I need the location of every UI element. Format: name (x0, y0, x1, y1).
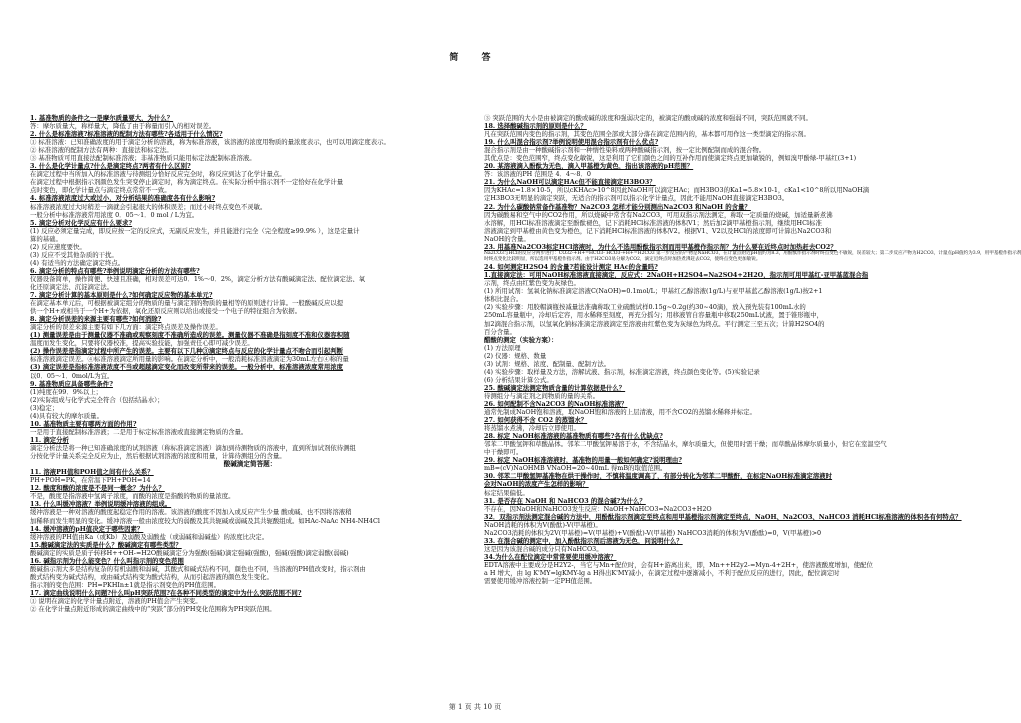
text-line: (4)具有较大的摩尔质量。 (30, 411, 103, 420)
text-line: NaOH的含量。 (484, 234, 530, 243)
question-heading: 31. 是否存在 NaOH 和 NaHCO3 的混合碱?为什么？ (484, 496, 646, 505)
text-line: 混合指示剂是由一种酸碱指示剂和一种惰性染料或两种酸碱指示剂，按一定比例配制而成的混合物。 (484, 146, 766, 155)
question-heading: 7. 滴定分析计算的基本原则是什么?如何确定反应物的基本单元? (30, 291, 213, 300)
question-heading: 3. 什么是化学计量点?什么是滴定终点?两者有什么区别? (30, 162, 191, 171)
question-heading: 6. 滴定分析的特点有哪些?举例说明滴定分析的方法有哪些? (30, 266, 200, 275)
text-line: 点时变色，即化学计量点与滴定终点常常不一致。 (30, 186, 171, 195)
text-line: 溶液滴定到甲基橙由黄色变为橙色，记下消耗HCl标准溶液的体积V2。根据V1、V2以及HCl的浓度即可计算出Na2CO3和 (484, 226, 832, 235)
text-line: 因为KHAc=1.8×10-5，所以cKHAc>10^8因此NaOH可以滴定HAc；而H3BO3的Ka1=5.8×10-1，cKa1<10^8所以用NaOH滴 (484, 186, 870, 195)
text-line: (1) 反应必须定量完成，即反应按一定的反应式，无副反应发生，并且能进行完全（完全程度≥99.9% ），这是定量计 (30, 226, 360, 235)
text-line: 定H3BO3无明显的滴定突跃，无适合的指示剂可以指示化学计量点，因此不能用NaOH直接滴定H3BO3。 (484, 194, 789, 203)
question-heading: 17. 滴定曲线说明什么问题?什么叫pH突跃范围?在各种不同类型的滴定中为什么突跃范围不同? (30, 588, 302, 597)
text-line: 邻苯二甲酸氢钾和草酸晶体。邻苯二甲酸氢钾易溶于水，不含结晶水，摩尔质量大，但使用时需干燥；而草酸晶体摩尔质量小，但它在室温空气 (484, 440, 887, 449)
text-line: Na2CO3消耗的体积为2V(甲基橙)=V(甲基橙)+V(酚酞)-V(甲基橙) NaHCO3消耗的体积为V(酚酞)=0，V(甲基橙)>0 (484, 528, 822, 537)
question-heading: 25. 酸碱滴定法测定物质含量的计算依据是什么？ (484, 383, 626, 392)
question-heading: 29. 标定 NaOH标准溶液时，基准物的用量一般如何确定?说明理由? (484, 456, 683, 465)
text-line: 水溶解，用HCl标准溶液滴定至酚酞褪色，记下消耗HCl标准溶液的体积V1；然后加2滴甲基橙指示剂，继续用HCl标准 (484, 218, 822, 227)
text-line: ③ 基准物质可用直接法配制标准溶液；非基准物质只能用标定法配制标准溶液。 (30, 154, 256, 163)
text-line: Na2CO3与HCl的反应分两步进行：CO32-+H+=HCO3- HCO3-+H+=H2CO3 第一步反应的产物是NaHCO3，在计量点附近pH值约为8.3，用酚酞作指示剂时终点变色不敏锐，误差较大；第二步反应产物为H2CO3，计量点pH值约为3.9，用甲基橙作指示剂 (484, 250, 1021, 256)
text-line: a H 增大，由 lg K'MY=lgKMY-lg a H得出K'MY减小，在滴定过程中逐渐减小，不利于配位反应的进行，因此，配位滴定时 (484, 568, 840, 577)
right-column (484, 114, 1021, 694)
text-line: 答：摩尔质量大，称样量大，降低了由于称量而引入的相对误差。 (30, 122, 216, 131)
question-heading: 15.酸碱滴定法的实质是什么？酸碱滴定有哪些类型？ (30, 540, 182, 549)
text-line: ① 标准溶液：已知准确浓度的用于滴定分析的溶液，称为标准溶液，该溶液的浓度用物质的量浓度表示，也可以用滴定度表示。 (30, 138, 390, 147)
question-heading: 33. 在混合碱的测定中，加入酚酞指示剂后溶液为无色，问说明什么？ (484, 536, 683, 545)
question-heading: 9. 基准物质应具备哪些条件? (30, 379, 113, 388)
question-heading: 10. 基准物质主要有哪两方面的作用? (30, 419, 137, 428)
text-line: PH+POH=PK，在常温下PH+POH=14 (30, 476, 151, 485)
text-line: 算的基础。 (30, 234, 62, 243)
text-line: 仪器设备简单，操作简便、快速且准确，相对误差可达0．1%～0．2%，滴定分析方法有酸碱滴定法、配位滴定法、氧 (30, 274, 366, 283)
text-line: 凡在突跃范围内变色的指示剂，其变色范围全部或大部分落在滴定范围内的，基本都可用作这一类型滴定的指示剂。 (484, 130, 810, 139)
question-heading: 20. 某溶液滴入酚酞为无色，滴入甲基橙为黄色，指出该溶液的pH范围？ (484, 162, 694, 171)
text-line: (2)实际组成与化学式完全符合（包括结晶水）； (30, 395, 164, 404)
text-line: 在滴定基本单元后，可根据被滴定组分的物质的量与滴定剂的物质的量相等的原则进行计算。一般酸碱反应以提 (30, 299, 344, 308)
text-line: 示剂，终点由红紫色变为灰绿色。 (484, 279, 580, 288)
question-heading: 26. 如何配制不含Na2CO3 的NaOH标准溶液？ (484, 400, 628, 408)
text-line: (2) 反应速度要快。 (30, 242, 86, 251)
text-line: (4) 实验步骤：取样量及方法，溶解试液、指示剂，标准滴定溶液，终点颜色变化等。(5)实验记录 (484, 367, 760, 376)
question-heading: 会对NaOH的浓度产生怎样的影响？ (484, 480, 589, 489)
text-line: ② 标准溶液的配制方法有两种：直接法和标定法。 (30, 146, 173, 155)
text-line: 这是因为该混合碱的成分只有NaHCO3。 (484, 544, 603, 553)
text-line: ② 在化学计量点附近形成的滴定曲线中的“突跃”部分的PH变化范围称为PH突跃范围。 (30, 605, 276, 614)
question-heading: 14. 缓冲溶液的pH值决定于哪些因素？ (30, 524, 144, 533)
text-line: ③ 突跃范围的大小是由被滴定的酸或碱的浓度和强弱决定的，被滴定的酸或碱的浓度和强弱不同，突跃范围就不同。 (484, 114, 812, 122)
text-line: 滴定分析法是将一种已知准确浓度的试剂溶液（称标准滴定溶液）滴加到待测物质的溶液中，直到所加试剂依待测组 (30, 443, 356, 452)
question-heading: 21. 为什么NaOH可以滴定HAc但不能直接滴定H3BO3？ (484, 178, 656, 187)
text-line: 在滴定过程中根据指示剂颜色发生突变停止滴定时，称为滴定终点。在实际分析中指示剂不一定恰好在化学计量 (30, 178, 344, 187)
text-line: 指示剂的变色范围：PH=PKHIn±1就是指示剂变色的PH值范围。 (30, 580, 221, 589)
question-heading: 22. 为什么碳酸钠常备作基准物？Na2CO3 怎样才能分别测出Na2CO3 和NaOH 的含量？ (484, 202, 751, 211)
text-line: 加稀释而发生明显的变化。缓冲溶液一般由浓度较大的弱酸及其共轭碱或弱碱及其共轭酸组成。如HAc-NaAc NH4-NH4Cl (30, 516, 380, 525)
question-heading: 28. 标定 NaOH标准溶液的基准物质有哪些?各有什么优缺点? (484, 432, 663, 441)
question-heading: (2) 操作误差是指滴定过程中所产生的误差。主要有以下几种③滴定终点与反应的化学计量点不吻合而引起判断 (30, 347, 344, 356)
text-line: (4) 有适当的方法确定滴定终点。 (30, 258, 125, 267)
text-line: 缓冲溶液的PH值由Ka（或Kb）及弱酸及弱酸盐（或弱碱和弱碱盐）的浓度比决定。 (30, 532, 269, 541)
text-line: 不存在，因NaOH和NaHCO3发生反应：NaOH+NaHCO3=Na2CO3+H2O (484, 504, 712, 513)
text-line: 需要使用缓冲溶液控制一定PH值范围。 (484, 577, 597, 586)
text-line: 中干燥即可。 (484, 448, 523, 457)
text-line: 以0．05～1．0mol/L为宜。 (30, 371, 114, 380)
text-line: (1) 方法原理 (484, 343, 521, 352)
text-line: (3) 反应不受其他杂质的干扰。 (30, 250, 118, 259)
question-heading: 18. 选择酸碱指示剂的原则是什么？ (484, 122, 587, 131)
text-line: 分按化学计量关系完全反应为止，然后根据试剂溶液的浓度和用量，计算待测组分的含量。 (30, 451, 286, 460)
text-line: 标准溶液浓度过大时稍差一滴就会引起很大的体积误差；而过小时终点变色不灵敏。 (30, 202, 267, 211)
text-line: 在滴定过程中当所加入的标准溶液与待测组分恰好反应完全时，称反应到达了化学计量点。 (30, 170, 286, 179)
text-line: 通常先制成NaOH饱和溶液，取NaOH饱和溶液的上层清液，用不含CO2的蒸馏水稀释并标定。 (484, 408, 756, 417)
question-heading: 30. 邻苯二甲酸氢钾基准物在烘干操作时，不慎将温度调高了，有部分转化为邻苯二甲酸酐，在标定NaOH标准滴定溶液时 (484, 472, 833, 481)
text-line: (2) 实验步骤：用胶帽滴瓶按减量法准确称取工业硫酸试样0.15g~0.2g(约30~40滴)，放入预先装有100mL水的 (484, 303, 806, 312)
text-line: 250mL容量瓶中，冷却后定容，用水稀释至刻度，再充分摇匀；用移液管自容量瓶中移取250mL试液，置于锥形瓶中， (484, 311, 823, 320)
page-footer: 第 1 页 共 10 页 (448, 703, 502, 711)
question-heading: 13. 什么叫缓冲溶液？举例说明缓冲溶液的组成。 (30, 500, 172, 509)
text-line: 不是，酸度是指溶液中氢离子浓度，而酸的浓度是指酸的物质的量浓度。 (30, 492, 235, 501)
question-heading: 4. 标准溶液浓度过大或过小，对分析结果的准确度各有什么影响? (30, 194, 216, 203)
text-line: 醋酸的测定（实验方案）： (484, 335, 558, 344)
question-heading: 11. 滴定分析 (30, 435, 69, 444)
text-line: 酸式结构变为碱式结构，或由碱式结构变为酸式结构，从而引起溶液的颜色发生变化。 (30, 572, 273, 581)
section-heading: 酸碱滴定简答题： (223, 460, 277, 469)
text-line: 酸碱滴定的实质是质子转移H++OH-=H2O酸碱滴定分为强酸(强碱)滴定强碱(强酸)，强碱(强酸)滴定弱酸(弱碱) (30, 548, 349, 557)
question-heading: 1.直接滴定法：可用NaOH标准溶液直接滴定，反应式：2NaOH+H2SO4=Na2SO4+2H2O，指示剂可用甲基红-亚甲基蓝混合指 (484, 271, 869, 280)
text-line: 酸碱指示剂大多是结构复杂的有机弱酸和弱碱，其酸式和碱式结构不同，颜色也不同，当溶液的PH值改变时，指示剂由 (30, 564, 366, 573)
question-heading: 23. 用基准Na2CO3标定HCl溶液时，为什么不选用酚酞指示剂而用甲基橙作指示剂？为什么要在近终点时加热赶去CO2？ (484, 242, 837, 251)
text-line: 供一个H+或相当于一个H+为依据，氧化还原反应则以给出或接受一个电子的特征组合为依据。 (30, 307, 302, 316)
question-heading: 1. 基准物质的条件之一是摩尔质量要大，为什么？ (30, 114, 174, 122)
text-line: 其优点是：变色范围窄，终点变化敏锐，这是利用了它们颜色之间的互补作用而使滴定终点更加敏锐的，例如溴甲酚绿-甲基红(3+1) (484, 154, 857, 163)
text-line: 缓冲溶液是一种对溶液的酸度起稳定作用的溶液。该溶液的酸度不因加入或反应产生少量 酸或碱、也不因将溶液稍 (30, 508, 352, 517)
left-column (30, 114, 470, 694)
text-line: 将蒸馏水煮沸，冷却后立即使用。 (484, 424, 580, 433)
question-heading: (3) 滴定误差是指标准溶液浓度不当或超越滴定变化而改变所带来的误差。一般分析中，标准溶液浓度常用浓度 (30, 363, 344, 372)
text-line: (1)纯度在99．9%以上； (30, 387, 103, 396)
text-line: (1) 所用试剂：氢氧化钠标准滴定溶液C(NaOH)=0.1mol/L；甲基红乙醇溶液(1g/L)与亚甲基蓝乙醇溶液(1g/L)按2+1 (484, 287, 823, 296)
question-heading: 16. 碱指示剂为什么能变色？什么叫指示剂的变色范围 (30, 556, 184, 565)
question-heading: 32．双指示剂法测定混合碱的方法中，用酚酞指示剂滴定至终点和用甲基橙指示剂滴定至终点，NaOH、Na2CO3、NaHCO3 消耗HCl标准溶液的体积各有何特点？ (484, 512, 962, 521)
question-heading: 11. 溶液PH值和POH值之间有什么关系？ (30, 468, 154, 477)
text-line: (3)稳定； (30, 403, 59, 412)
question-heading: 12. 酸度和酸的浓度是不是同一概念？为什么？ (30, 484, 165, 493)
text-line: 化还原滴定法、沉淀滴定法。 (30, 282, 114, 291)
text-line: 一是用于直接配制标准溶液；二是用于标定标准溶液或直接测定物质的含量。 (30, 427, 248, 436)
text-line: 百分含量。 (484, 327, 516, 336)
text-line: ① 说明在滴定的化学计量点附近，溶液的PH值会产生突变。 (30, 596, 202, 605)
text-line: 温度而发生变化，只要将仪器校准，提高实验技能，加强责任心即可减少误差。 (30, 339, 254, 348)
text-line: 加2滴混合指示剂，以氢氧化钠标准滴定溶液滴定至溶液由红紫色变为灰绿色为终点。平行测定三至五次；计算H2SO4的 (484, 319, 825, 328)
text-line: NaOH消耗的体积为V(酚酞)-V(甲基橙)。 (484, 520, 602, 529)
question-heading: 27. 如何获得不含 CO2 的蒸馏水？ (484, 416, 588, 425)
document-title: 简 答 (449, 53, 501, 63)
text-line: mB=(cV)NaOHMB VNaOH=20~40mL 得mB的取值范围。 (484, 464, 667, 473)
question-heading: (1) 测量误差是由于测量仪器不准确或观察刻度不准确所造成的误差。测量仪器不准确是指刻度不准和仪器容积随 (30, 331, 350, 340)
text-line: 滴定分析的误差来源主要有如下几方面：滴定终点误差及操作误差。 (30, 323, 222, 332)
text-line: 一般分析中标准溶液常用浓度 0．05～1．0 mol / L为宜。 (30, 210, 199, 219)
document-page (0, 52, 1021, 723)
question-heading: 5. 滴定分析对化学反应有什么要求? (30, 218, 133, 227)
question-heading: 2. 什么是标准溶液?标准溶液的配制方法有哪些?各适用于什么情况? (30, 130, 223, 139)
question-heading: 8. 滴定分析误差的来源主要有哪些?如何消除? (30, 315, 162, 324)
text-line: 答：该溶液的PH 范围是 4．4～8．0 (484, 170, 591, 179)
text-line: 标准溶液滴定误差。④标准溶液滴定所用量的影响。在滴定分析中，一般消耗标准溶液滴定为30mL左右④称的量 (30, 355, 349, 364)
text-line: 时终点变化比较明显，所以选用甲基橙作指示剂。由于H2CO3易分解为CO2，滴定近终点时加热煮沸赶去CO2，使终点变色更加敏锐。 (484, 257, 761, 262)
text-line: 标定结果偏低。 (484, 488, 529, 497)
text-line: (6) 分析结果计算公式。 (484, 375, 553, 384)
text-line: 因为碳酸易和空气中的CO2作用，所以烧碱中常含有Na2CO3，可用双指示剂法测定，称取一定质量的烧碱，加适量新煮沸 (484, 210, 833, 219)
text-line: (2) 仪器：规格、数量 (484, 351, 547, 360)
text-line: (3) 试剂：规格、浓度、配制量、配制方法。 (484, 359, 611, 368)
text-line: 体积比混合。 (484, 295, 523, 304)
text-line: EDTA溶液中主要成分是H2Y2-，当它与Mn+配位时，会有H+游离出来，即，Mn++H2y2-=Myn-4+2H+，使溶液酸度增加，使配位 (484, 560, 873, 569)
question-heading: 24. 如何测定H2SO4 的含量?若能设计测定 HAc的含量吗? (484, 263, 658, 272)
text-line: 待测组分与滴定剂之间物质的量的关系。 (484, 391, 600, 400)
question-heading: 19. 什么叫混合指示剂?举例说明使用混合指示剂有什么优点? (484, 138, 659, 147)
question-heading: 34.为什么在配位滴定中常常要使用缓冲溶液？ (484, 552, 617, 561)
